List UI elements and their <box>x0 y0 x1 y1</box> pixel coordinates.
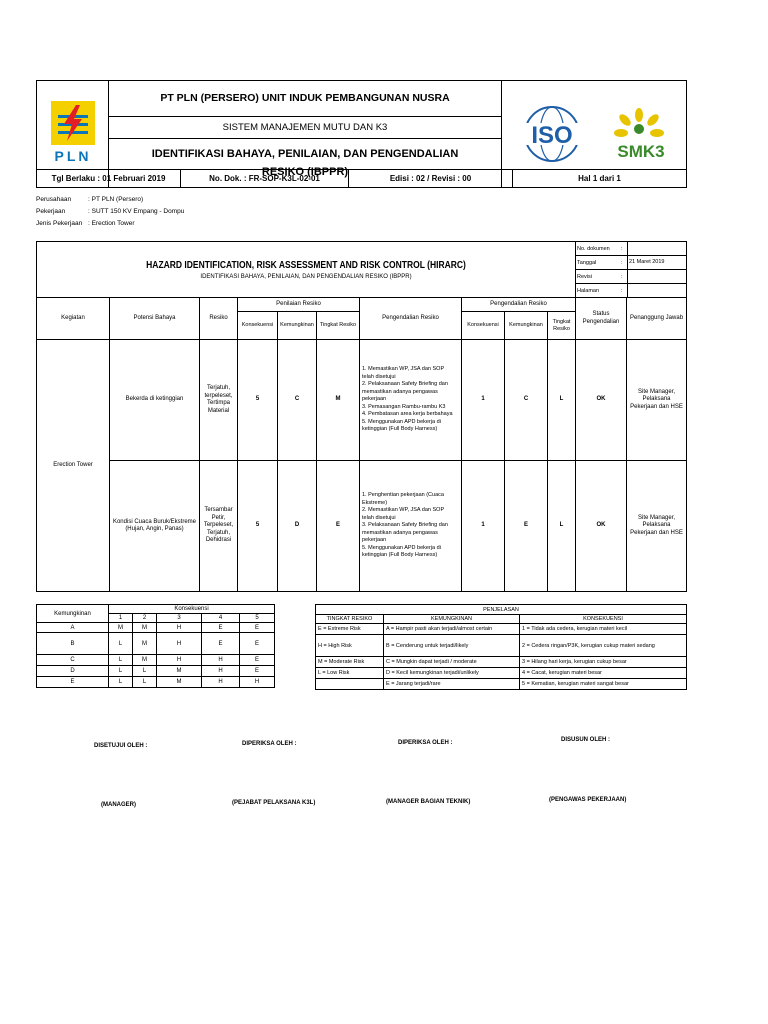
iso-logo-text: ISO <box>531 122 573 149</box>
col-konsekuensi: Konsekuensi <box>238 312 278 340</box>
matrix-cell: H <box>202 666 240 677</box>
matrix-cell: L <box>133 677 157 688</box>
matrix-cell: E <box>240 623 275 633</box>
kemungkinan-2-cell: E <box>505 461 548 592</box>
col-status: Status Pengendalian <box>576 298 627 340</box>
legend-header: TINGKAT RESIKO <box>316 615 384 624</box>
kemungkinan-2-cell: C <box>505 340 548 461</box>
meta-sep: : <box>621 259 623 266</box>
signature-checked-label: DIPERIKSA OLEH : <box>242 741 297 747</box>
matrix-row <box>37 655 275 666</box>
meta-row <box>576 270 687 284</box>
matrix-col-label: 1 <box>109 614 133 623</box>
legend-row <box>316 635 687 657</box>
legend-cell: E = Extreme Risk <box>316 624 384 635</box>
legend-cell: D = Kecil kemungkinan terjadi/unlikely <box>384 668 520 679</box>
col-penilaian: Penilaian Resiko <box>238 298 360 312</box>
legend-header: KEMUNGKINAN <box>384 615 520 624</box>
document-control-bar <box>36 169 686 188</box>
meta-sep: : <box>621 273 623 280</box>
matrix-row-label: D <box>37 666 109 677</box>
legend-cell: B = Cenderung untuk terjadi/likely <box>384 635 520 657</box>
control-line: pekerjaan <box>362 537 387 544</box>
pln-logo-text: PLN <box>54 147 91 164</box>
info-row <box>36 208 296 220</box>
doc-title-line-1: IDENTIFIKASI BAHAYA, PENILAIAN, DAN PENGENDALIAN <box>151 147 459 160</box>
matrix-col-label: 2 <box>133 614 157 623</box>
table-row <box>37 340 687 461</box>
status-cell: OK <box>576 461 627 592</box>
meta-label: Halaman <box>577 287 600 294</box>
matrix-cell: L <box>109 633 133 655</box>
control-line: 2. Memastikan WP, JSA dan SOP <box>362 507 445 514</box>
matrix-cell: M <box>133 655 157 666</box>
konsekuensi-cell: 5 <box>238 461 278 592</box>
matrix-cell: E <box>202 633 240 655</box>
matrix-cell: M <box>133 633 157 655</box>
signature-checked-2-label: DIPERIKSA OLEH : <box>398 740 453 746</box>
legend-cell: 4 = Cacat, kerugian materi besar <box>520 668 687 679</box>
control-line: 3. Pelaksanaan Safety Briefing dan <box>362 522 448 529</box>
meta-sep: : <box>621 245 623 252</box>
konsekuensi-cell: 5 <box>238 340 278 461</box>
legend-row <box>316 679 687 690</box>
control-line: Ekstreme) <box>362 499 388 506</box>
signature-approved-role: (MANAGER) <box>101 802 136 808</box>
meta-value: 21 Maret 2019 <box>627 256 686 269</box>
matrix-cell: H <box>240 677 275 688</box>
matrix-cell: E <box>240 655 275 666</box>
legend-cell: L = Low Risk <box>316 668 384 679</box>
hirarc-table <box>36 241 686 592</box>
matrix-col-label: 3 <box>157 614 202 623</box>
company-name: PT PLN (PERSERO) UNIT INDUK PEMBANGUNAN NUSRA <box>109 81 502 117</box>
control-line: 4. Pembatasan area kerja berbahaya <box>362 411 453 418</box>
info-label: Jenis Pekerjaan <box>36 220 83 227</box>
control-line: 3. Pemasangan Rambu-rambu K3 <box>362 403 446 410</box>
control-line: 5. Menggunakan APD bekerja di <box>362 544 441 551</box>
matrix-row-header: Kemungkinan <box>37 605 109 623</box>
meta-label: Tanggal <box>577 259 597 266</box>
legend-cell: E = Jarang terjadi/rare <box>384 679 520 690</box>
matrix-cell: H <box>157 633 202 655</box>
signature-checked-2-role: (MANAGER BAGIAN TEKNIK) <box>386 799 471 805</box>
matrix-row-label: A <box>37 623 109 633</box>
info-row <box>36 196 296 208</box>
matrix-col-label: 5 <box>240 614 275 623</box>
system-name: SISTEM MANAJEMEN MUTU DAN K3 <box>109 116 502 138</box>
matrix-cell: L <box>109 655 133 666</box>
pj-cell: Site Manager, Pelaksana Pekerjaan dan HSE <box>627 340 687 461</box>
iso-logo <box>509 105 595 163</box>
legend-cell: 5 = Kematian, kerugian materi sangat besar <box>520 679 687 690</box>
meta-value <box>627 270 686 283</box>
activity-cell: Erection Tower <box>37 340 110 592</box>
status-cell: OK <box>576 340 627 461</box>
legend-cell <box>316 679 384 690</box>
legend-cell: 2 = Cedera ringan/P3K, kerugian cukup materi sedang <box>520 635 687 657</box>
control-line: memastikan adanya pengawas <box>362 388 438 395</box>
kemungkinan-cell: D <box>278 461 317 592</box>
konsekuensi-2-cell: 1 <box>462 461 505 592</box>
matrix-row <box>37 677 275 688</box>
meta-value <box>627 284 686 297</box>
info-block <box>36 196 296 232</box>
smk3-logo <box>599 105 679 163</box>
control-line: 1. Memastikan WP, JSA dan SOP <box>362 366 445 373</box>
col-konsekuensi-2: Konsekuensi <box>462 312 505 340</box>
meta-value <box>627 242 686 255</box>
potensi-cell: Bekerda di ketinggian <box>110 340 200 461</box>
signature-approved-label: DISETUJUI OLEH : <box>94 743 148 749</box>
tingkat-cell: M <box>317 340 360 461</box>
control-line: telah disetujui <box>362 514 396 521</box>
doc-title-line-2: RESIKO (IBPPR) <box>261 165 349 178</box>
legend-row <box>316 668 687 679</box>
control-line: 2. Pelaksanaan Safety Briefing dan <box>362 381 448 388</box>
legend-row <box>316 624 687 635</box>
meta-row <box>576 242 687 256</box>
resiko-cell: Terjatuh, terpeleset, Tertimpa Material <box>200 340 238 461</box>
col-tingkat: Tingkat Resiko <box>317 312 360 340</box>
control-line: ketinggian (Full Body Harness) <box>362 552 438 559</box>
legend-table <box>315 604 686 690</box>
controls-cell <box>360 340 462 461</box>
no-dok: No. Dok. : FR-SOP-K3L-02-01 <box>181 170 349 188</box>
matrix-cell: M <box>133 623 157 633</box>
hirarc-subtitle: IDENTIFIKASI BAHAYA, PENILAIAN, DAN PENGENDALIAN RESIKO (IBPPR) <box>200 273 412 280</box>
table-row <box>37 461 687 592</box>
matrix-row <box>37 633 275 655</box>
legend-cell: C = Mungkin dapat terjadi / moderate <box>384 657 520 668</box>
info-label: Pekerjaan <box>36 208 66 215</box>
matrix-cell: E <box>240 666 275 677</box>
matrix-cell: E <box>202 623 240 633</box>
smk3-logo-text: SMK3 <box>617 142 665 161</box>
info-row <box>36 220 296 232</box>
legend-header: KONSEKUENSI <box>520 615 687 624</box>
control-line: telah disetujui <box>362 373 396 380</box>
meta-sep: : <box>621 287 623 294</box>
matrix-cell: H <box>157 655 202 666</box>
matrix-cell: H <box>202 655 240 666</box>
hirarc-title-cell <box>37 242 576 298</box>
tingkat-2-cell: L <box>548 461 576 592</box>
pln-logo <box>42 97 104 167</box>
col-resiko: Resiko <box>200 298 238 340</box>
matrix-row-label: C <box>37 655 109 666</box>
meta-row <box>576 256 687 270</box>
matrix-cell: L <box>133 666 157 677</box>
matrix-cell: H <box>157 623 202 633</box>
hirarc-title: HAZARD IDENTIFICATION, RISK ASSESSMENT AND RISK CONTROL (HIRARC) <box>146 259 466 271</box>
control-line: ketinggian (Full Body Harness) <box>362 426 438 433</box>
matrix-row <box>37 666 275 677</box>
risk-matrix <box>36 604 274 688</box>
info-value: : Erection Tower <box>88 220 135 227</box>
col-pengendalian: Pengendalian Resiko <box>360 298 462 340</box>
col-kegiatan: Kegiatan <box>37 298 110 340</box>
matrix-cell: E <box>240 633 275 655</box>
tgl-berlaku: Tgl Berlaku : 01 Februari 2019 <box>37 170 181 188</box>
matrix-cell: L <box>109 666 133 677</box>
matrix-row-label: B <box>37 633 109 655</box>
legend-cell: 3 = Hilang hari kerja, kerugian cukup besar <box>520 657 687 668</box>
konsekuensi-2-cell: 1 <box>462 340 505 461</box>
tingkat-cell: E <box>317 461 360 592</box>
edisi-revisi: Edisi : 02 / Revisi : 00 <box>349 170 513 188</box>
control-line: 1. Penghentian pekerjaan (Cuaca <box>362 492 444 499</box>
signature-prepared-label: DISUSUN OLEH : <box>561 737 611 743</box>
legend-cell: A = Hampir pasti akan terjadi/almost certain <box>384 624 520 635</box>
info-value: : SUTT 150 KV Empang - Dompu <box>88 208 185 215</box>
col-pengendalian-group: Pengendalian Resiko <box>462 298 576 312</box>
kemungkinan-cell: C <box>278 340 317 461</box>
matrix-col-header: Konsekuensi <box>109 605 275 614</box>
matrix-row-label: E <box>37 677 109 688</box>
resiko-cell: Tersambar Petir, Terpeleset, Terjatuh, Dehidrasi <box>200 461 238 592</box>
tingkat-2-cell: L <box>548 340 576 461</box>
matrix-cell: L <box>109 677 133 688</box>
col-potensi: Potensi Bahaya <box>110 298 200 340</box>
signature-checked-role: (PEJABAT PELAKSANA K3L) <box>232 800 316 806</box>
legend-cell: M = Moderate Risk <box>316 657 384 668</box>
col-tingkat-2: Tingkat Resiko <box>548 312 576 340</box>
col-kemungkinan: Kemungkinan <box>278 312 317 340</box>
matrix-row <box>37 623 275 633</box>
potensi-cell: Kondisi Cuaca Buruk/Ekstreme (Hujan, Angin, Panas) <box>110 461 200 592</box>
signature-prepared-role: (PENGAWAS PEKERJAAN) <box>549 797 627 803</box>
info-value: : PT PLN (Persero) <box>88 196 144 203</box>
col-kemungkinan-2: Kemungkinan <box>505 312 548 340</box>
info-label: Perusahaan <box>36 196 72 203</box>
legend-cell: 1 = Tidak ada cedera, kerugian materi kecil <box>520 624 687 635</box>
control-line: memastikan adanya pengawas <box>362 529 438 536</box>
matrix-cell: M <box>109 623 133 633</box>
matrix-cell: H <box>202 677 240 688</box>
legend-row <box>316 657 687 668</box>
meta-row <box>576 284 687 298</box>
control-line: 5. Menggunakan APD bekerja di <box>362 418 441 425</box>
controls-cell <box>360 461 462 592</box>
matrix-cell: M <box>157 666 202 677</box>
col-pj: Penanggung Jawab <box>627 298 687 340</box>
meta-label: No. dokumen <box>577 245 610 252</box>
legend-cell: H = High Risk <box>316 635 384 657</box>
matrix-cell: M <box>157 677 202 688</box>
meta-label: Revisi <box>577 273 592 280</box>
control-line: pekerjaan <box>362 396 387 403</box>
page-number: Hal 1 dari 1 <box>513 170 687 188</box>
pj-cell: Site Manager, Pelaksana Pekerjaan dan HSE <box>627 461 687 592</box>
matrix-col-label: 4 <box>202 614 240 623</box>
legend-title: PENJELASAN <box>316 605 687 615</box>
